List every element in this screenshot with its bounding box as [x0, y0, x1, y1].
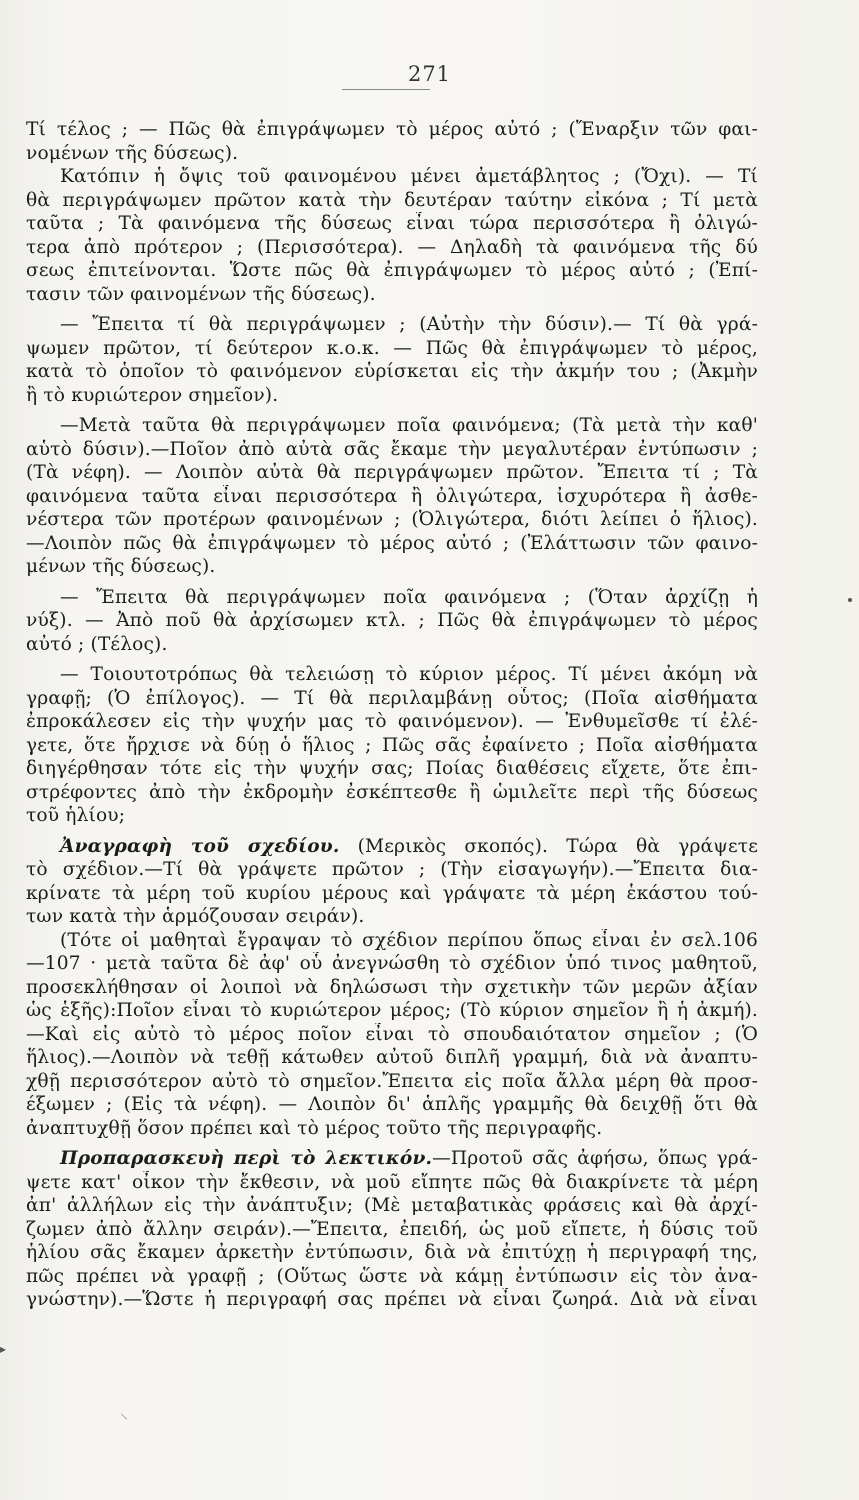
text-line: Κατόπιν ἡ ὄψις τοῦ φαινομένου μένει ἀμετάβλητος ; (Ὄχι). — Τί [60, 166, 758, 187]
text-line: —Λοιπὸν πῶς θὰ ἐπιγράψωμεν τὸ μέρος αὐτό ; (Ἐλάττωσιν τῶν φαινο- [26, 532, 758, 554]
text-line: τερα ἀπὸ πρότερον ; (Περισσότερα). — Δηλαδὴ τὰ φαινόμενα τῆς δύ [26, 236, 758, 258]
section-heading: Ἀναγραφὴ τοῦ σχεδίου. [60, 835, 340, 857]
text-run: (Μερικὸς σκοπός). Τώρα θὰ γράψετε [339, 835, 758, 857]
text-line: αὑτὸ δύσιν).—Ποῖον ἀπὸ αὐτὰ σᾶς ἔκαμε τὴν μεγαλυτέραν ἐντύπωσιν ; [26, 438, 758, 460]
text-line: τασιν τῶν φαινομένων τῆς δύσεως). [26, 283, 376, 305]
text-line: θὰ περιγράψωμεν πρῶτον κατὰ τὴν δευτέραν ταύτην εἰκόνα ; Τί μετὰ [26, 189, 758, 211]
text-line: νομένων τῆς δύσεως). [26, 142, 239, 164]
text-line: —Καὶ εἰς αὐτὸ τὸ μέρος ποῖον εἶναι τὸ σπουδαιότατον σημεῖον ; (Ὁ [26, 1023, 758, 1045]
header-rule [342, 89, 430, 90]
margin-arrow-mark: ▸ [0, 1342, 7, 1356]
text-line: ψωμεν πρῶτον, τί δεύτερον κ.ο.κ. — Πῶς θὰ ἐπιγράψωμεν τὸ μέρος, [26, 337, 758, 359]
text-line: νύξ). — Ἀπὸ ποῦ θὰ ἀρχίσωμεν κτλ. ; Πῶς θὰ ἐπιγράψωμεν τὸ μέρος [26, 610, 758, 631]
text-line: Τί τέλος ; — Πῶς θὰ ἐπιγράψωμεν τὸ μέρος αὐτό ; (Ἔναρξιν τῶν φαι- [26, 119, 758, 140]
text-line: κατὰ τὸ ὁποῖον τὸ φαινόμενον εὑρίσκεται εἰς τὴν ἀκμήν του ; (Ἀκμὴν [26, 361, 758, 382]
text-line: προσεκλήθησαν οἱ λοιποὶ νὰ δηλώσωσι τὴν σχετικὴν τῶν μερῶν ἀξίαν [26, 976, 758, 998]
text-line: —Μετὰ ταῦτα θὰ περιγράψωμεν ποῖα φαινόμενα; (Τὰ μετὰ τὴν καθ' [60, 415, 758, 436]
page-body [26, 118, 758, 1312]
text-line: ἀπ' ἀλλήλων εἰς τὴν ἀνάπτυξιν; (Μὲ μεταβατικὰς φράσεις καὶ θὰ ἀρχί- [26, 1195, 758, 1216]
text-line: διηγέρθησαν τότε εἰς τὴν ψυχήν σας; Ποίας διαθέσεις εἴχετε, ὅτε ἐπι- [26, 758, 758, 779]
margin-dot [848, 598, 852, 602]
text-line: —107 · μετὰ ταῦτα δὲ ἀφ' οὗ ἀνεγνώσθη τὸ σχέδιον ὑπό τινος μαθητοῦ, [26, 953, 758, 974]
text-line: γνώστην).—Ὥστε ἡ περιγραφή σας πρέπει νὰ εἶναι ζωηρά. Διὰ νὰ εἶναι [26, 1289, 758, 1310]
text-line: ταῦτα ; Τὰ φαινόμενα τῆς δύσεως εἶναι τώρα περισσότερα ἢ ὀλιγώ- [26, 213, 758, 234]
page-number: 271 [407, 62, 452, 86]
text-line: νέστερα τῶν προτέρων φαινομένων ; (Ὀλιγώτερα, διότι λείπει ὁ ἥλιος). [26, 509, 758, 530]
text-line: μένων τῆς δύσεως). [26, 556, 216, 577]
text-line: φαινόμενα ταῦτα εἶναι περισσότερα ἢ ὀλιγώτερα, ἰσχυρότερα ἢ ἀσθε- [26, 485, 758, 507]
text-line: — Τοιουτοτρόπως θὰ τελειώσῃ τὸ κύριον μέρος. Τί μένει ἀκόμη νὰ [60, 664, 758, 685]
text-line: ζωμεν ἀπὸ ἄλλην σειράν).—Ἔπειτα, ἐπειδή, ὡς μοῦ εἴπετε, ἡ δύσις τοῦ [26, 1218, 758, 1240]
text-line: ψετε κατ' οἶκον τὴν ἔκθεσιν, νὰ μοῦ εἴπητε πῶς θὰ διακρίνετε τὰ μέρη [26, 1171, 758, 1193]
text-line: στρέφοντες ἀπὸ τὴν ἐκδρομὴν ἐσκέπτεσθε ἢ ὡμιλεῖτε περὶ τῆς δύσεως [26, 781, 758, 803]
text-line: πῶς πρέπει νὰ γραφῇ ; (Οὕτως ὥστε νὰ κάμῃ ἐντύπωσιν εἰς τὸν ἀνα- [26, 1265, 758, 1287]
text-line: ὡς ἑξῆς):Ποῖον εἶναι τὸ κυριώτερον μέρος; (Τὸ κύριον σημεῖον ἢ ἡ ἀκμή). [26, 1000, 758, 1021]
text-line: αὐτό ; (Τέλος). [26, 633, 168, 655]
text-line: ἐπροκάλεσεν εἰς τὴν ψυχήν μας τὸ φαινόμενον). — Ἐνθυμεῖσθε τί ἐλέ- [26, 711, 758, 732]
text-line: των κατὰ τὴν ἁρμόζουσαν σειράν). [26, 906, 365, 927]
text-line: τοῦ ἡλίου; [26, 805, 126, 826]
text-line: — Ἔπειτα τί θὰ περιγράψωμεν ; (Αὐτὴν τὴν δύσιν).— Τί θὰ γρά- [60, 314, 758, 335]
text-line: — Ἔπειτα θὰ περιγράψωμεν ποῖα φαινόμενα ; (Ὅταν ἀρχίζῃ ἡ [60, 586, 758, 608]
text-line: ἡλίου σᾶς ἔκαμεν ἀρκετὴν ἐντύπωσιν, διὰ νὰ ἐπιτύχῃ ἡ περιγραφή της, [26, 1242, 758, 1263]
text-line: κρίνατε τὰ μέρη τοῦ κυρίου μέρους καὶ γράψατε τὰ μέρη ἑκάστου τού- [26, 882, 758, 904]
text-line [26, 835, 758, 859]
text-line: χθῇ περισσότερον αὐτὸ τὸ σημεῖον.Ἔπειτα εἰς ποῖα ἄλλα μέρη θὰ προσ- [26, 1070, 758, 1092]
text-line: σεως ἐπιτείνονται. Ὥστε πῶς θὰ ἐπιγράψωμεν τὸ μέρος αὐτό ; (Ἐπί- [26, 260, 758, 281]
text-line: γετε, ὅτε ἤρχισε νὰ δύῃ ὁ ἥλιος ; Πῶς σᾶς ἐφαίνετο ; Ποῖα αἰσθήματα [26, 734, 758, 756]
text-line: (Τὰ νέφη). — Λοιπὸν αὐτὰ θὰ περιγράψωμεν πρῶτον. Ἔπειτα τί ; Τὰ [26, 462, 758, 483]
text-run: —Προτοῦ σᾶς ἀφήσω, ὅπως γρά- [432, 1148, 758, 1169]
text-line: έξωμεν ; (Εἰς τὰ νέφη). — Λοιπὸν δι' ἁπλῆς γραμμῆς θὰ δειχθῇ ὅτι θὰ [26, 1094, 758, 1115]
text-line: τὸ σχέδιον.—Τί θὰ γράψετε πρῶτον ; (Τὴν εἰσαγωγήν).—Ἔπειτα δια- [26, 859, 758, 880]
text-line: ἀναπτυχθῇ ὅσον πρέπει καὶ τὸ μέρος τοῦτο τῆς περιγραφῆς. [26, 1117, 603, 1139]
text-line: γραφῇ; (Ὁ ἐπίλογος). — Τί θὰ περιλαμβάνῃ οὗτος; (Ποῖα αἰσθήματα [26, 687, 758, 709]
section-heading: Προπαρασκευὴ περὶ τὸ λεκτικόν. [60, 1148, 433, 1169]
stray-mark: ⸌ [120, 1410, 129, 1429]
text-line: ἥλιος).—Λοιπὸν νὰ τεθῇ κάτωθεν αὐτοῦ διπλῆ γραμμή, διὰ νὰ ἀναπτυ- [26, 1047, 758, 1068]
text-line [26, 1147, 758, 1171]
text-line: ἢ τὸ κυριώτερον σημεῖον). [26, 384, 279, 406]
text-line: (Τότε οἱ μαθηταὶ ἔγραψαν τὸ σχέδιον περίπου ὅπως εἶναι ἐν σελ.106 [60, 929, 758, 951]
